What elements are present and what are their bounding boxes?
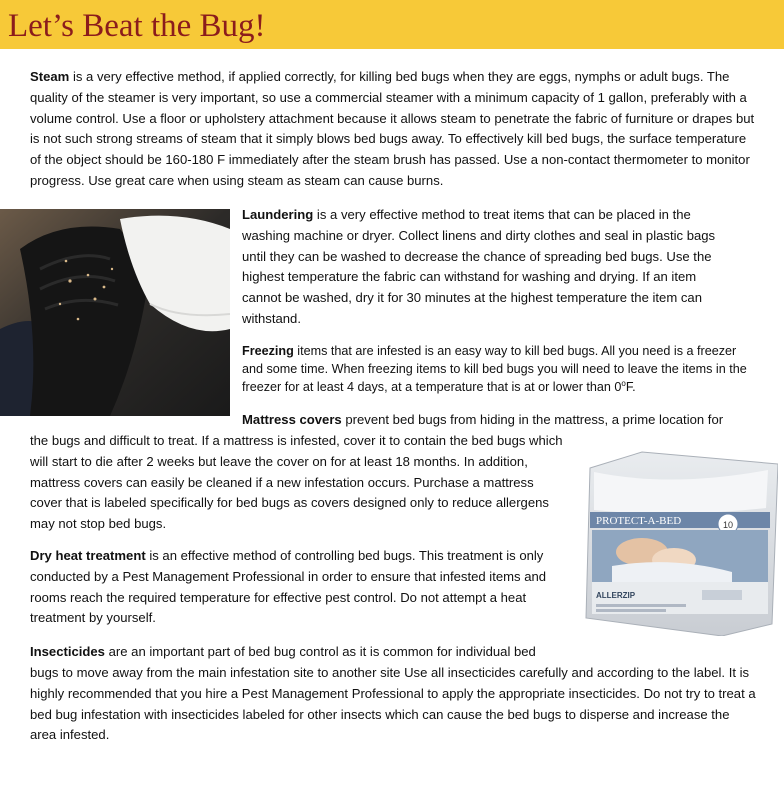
- page-title: Let’s Beat the Bug!: [8, 8, 266, 44]
- mattress-paragraph-first-line: [242, 410, 762, 431]
- dry-heat-text: is an effective method of controlling bed bugs. This treatment is only conducted by a Pest Management Professional in order to ensure that infested items and rooms reach the required temperature for effective pest control. Do not attempt a heat treatment by yourself.: [30, 548, 547, 626]
- mattress-text-first: prevent bed bugs from hiding in the mattress, a prime location for: [341, 412, 724, 427]
- dry-heat-paragraph: [30, 546, 566, 629]
- steam-heading: Steam: [30, 69, 70, 84]
- steam-paragraph: [30, 67, 758, 192]
- product-package-icon: [582, 448, 778, 636]
- dry-heat-heading: Dry heat treatment: [30, 548, 146, 563]
- mattress-paragraph: [30, 431, 564, 535]
- title-banner: [0, 0, 784, 49]
- steam-text: is a very effective method, if applied correctly, for killing bed bugs when they are eggs, nymphs or adult bugs. The quality of the steamer is very important, so use a commercial steamer with a minimum capacity of 1 gallon, preferably with a volume control. Use a floor or upholstery attachment because it allows steam to penetrate the fabric of furniture or drapes but is not such strong streams of steam that it simply blows bed bugs away. To effectively kill bed bugs, the surface temperature of the object should be 160-180 F immediately after the steam brush has passed. Use a non-contact thermometer to monitor progress. Use great care when using steam as steam can cause burns.: [30, 69, 755, 188]
- laundering-heading: Laundering: [242, 207, 314, 222]
- insecticides-text-first: are an important part of bed bug control as it is common for individual bed: [104, 644, 536, 659]
- freezing-heading: Freezing: [242, 344, 294, 358]
- insecticides-heading: Insecticides: [30, 644, 105, 659]
- degree-symbol: o: [621, 378, 626, 388]
- mattress-text-rest: the bugs and difficult to treat. If a mattress is infested, cover it to contain the bed bugs which will start to die after 2 weeks but leave the cover on for at least 18 months. In addition, mattress covers can easily be cleaned if a new infestation occurs. Purchase a mattress cover that is labeled specifically for bed bugs as covers designed only to reduce allergens may not stop bed bugs.: [30, 433, 563, 532]
- insecticides-paragraph: [30, 663, 758, 746]
- sock-image-icon: [0, 209, 230, 416]
- mattress-cover-product-photo: [582, 448, 778, 636]
- freezing-text: items that are infested is an easy way to kill bed bugs. All you need is a freezer and some time. When freezing items to kill bed bugs you will need to leave the items in the freezer for at least 4 days, at a temperature that is at or lower than 0: [242, 344, 747, 394]
- product-badge: 10: [723, 520, 734, 530]
- freezing-paragraph: [242, 342, 754, 396]
- product-sub-brand: ALLERZIP: [596, 591, 636, 600]
- product-brand: PROTECT-A-BED: [596, 515, 682, 527]
- insecticides-text-rest: bugs to move away from the main infestation site to another site Use all insecticides carefully and according to the label. It is highly recommended that you hire a Pest Management Professional to apply the appropriate insecticides. Do not try to treat a bed bug infestation with insecticides labeled for other insects which can cause the bed bugs to disperse and increase the area infested.: [30, 665, 756, 743]
- laundering-paragraph: [242, 205, 734, 330]
- mattress-heading: Mattress covers: [242, 412, 342, 427]
- laundering-text: is a very effective method to treat items that can be placed in the washing machine or dryer. Collect linens and dirty clothes and seal in plastic bags until they can be washed to decrease the chance of spreading bed bugs. Use the highest temperature the fabric can withstand for washing and drying. If an item cannot be washed, dry it for 30 minutes at the highest temperature the item can withstand.: [242, 207, 716, 326]
- degree-unit: F.: [625, 380, 636, 394]
- insecticides-paragraph-first-line: [30, 642, 570, 663]
- sock-photo: [0, 209, 230, 416]
